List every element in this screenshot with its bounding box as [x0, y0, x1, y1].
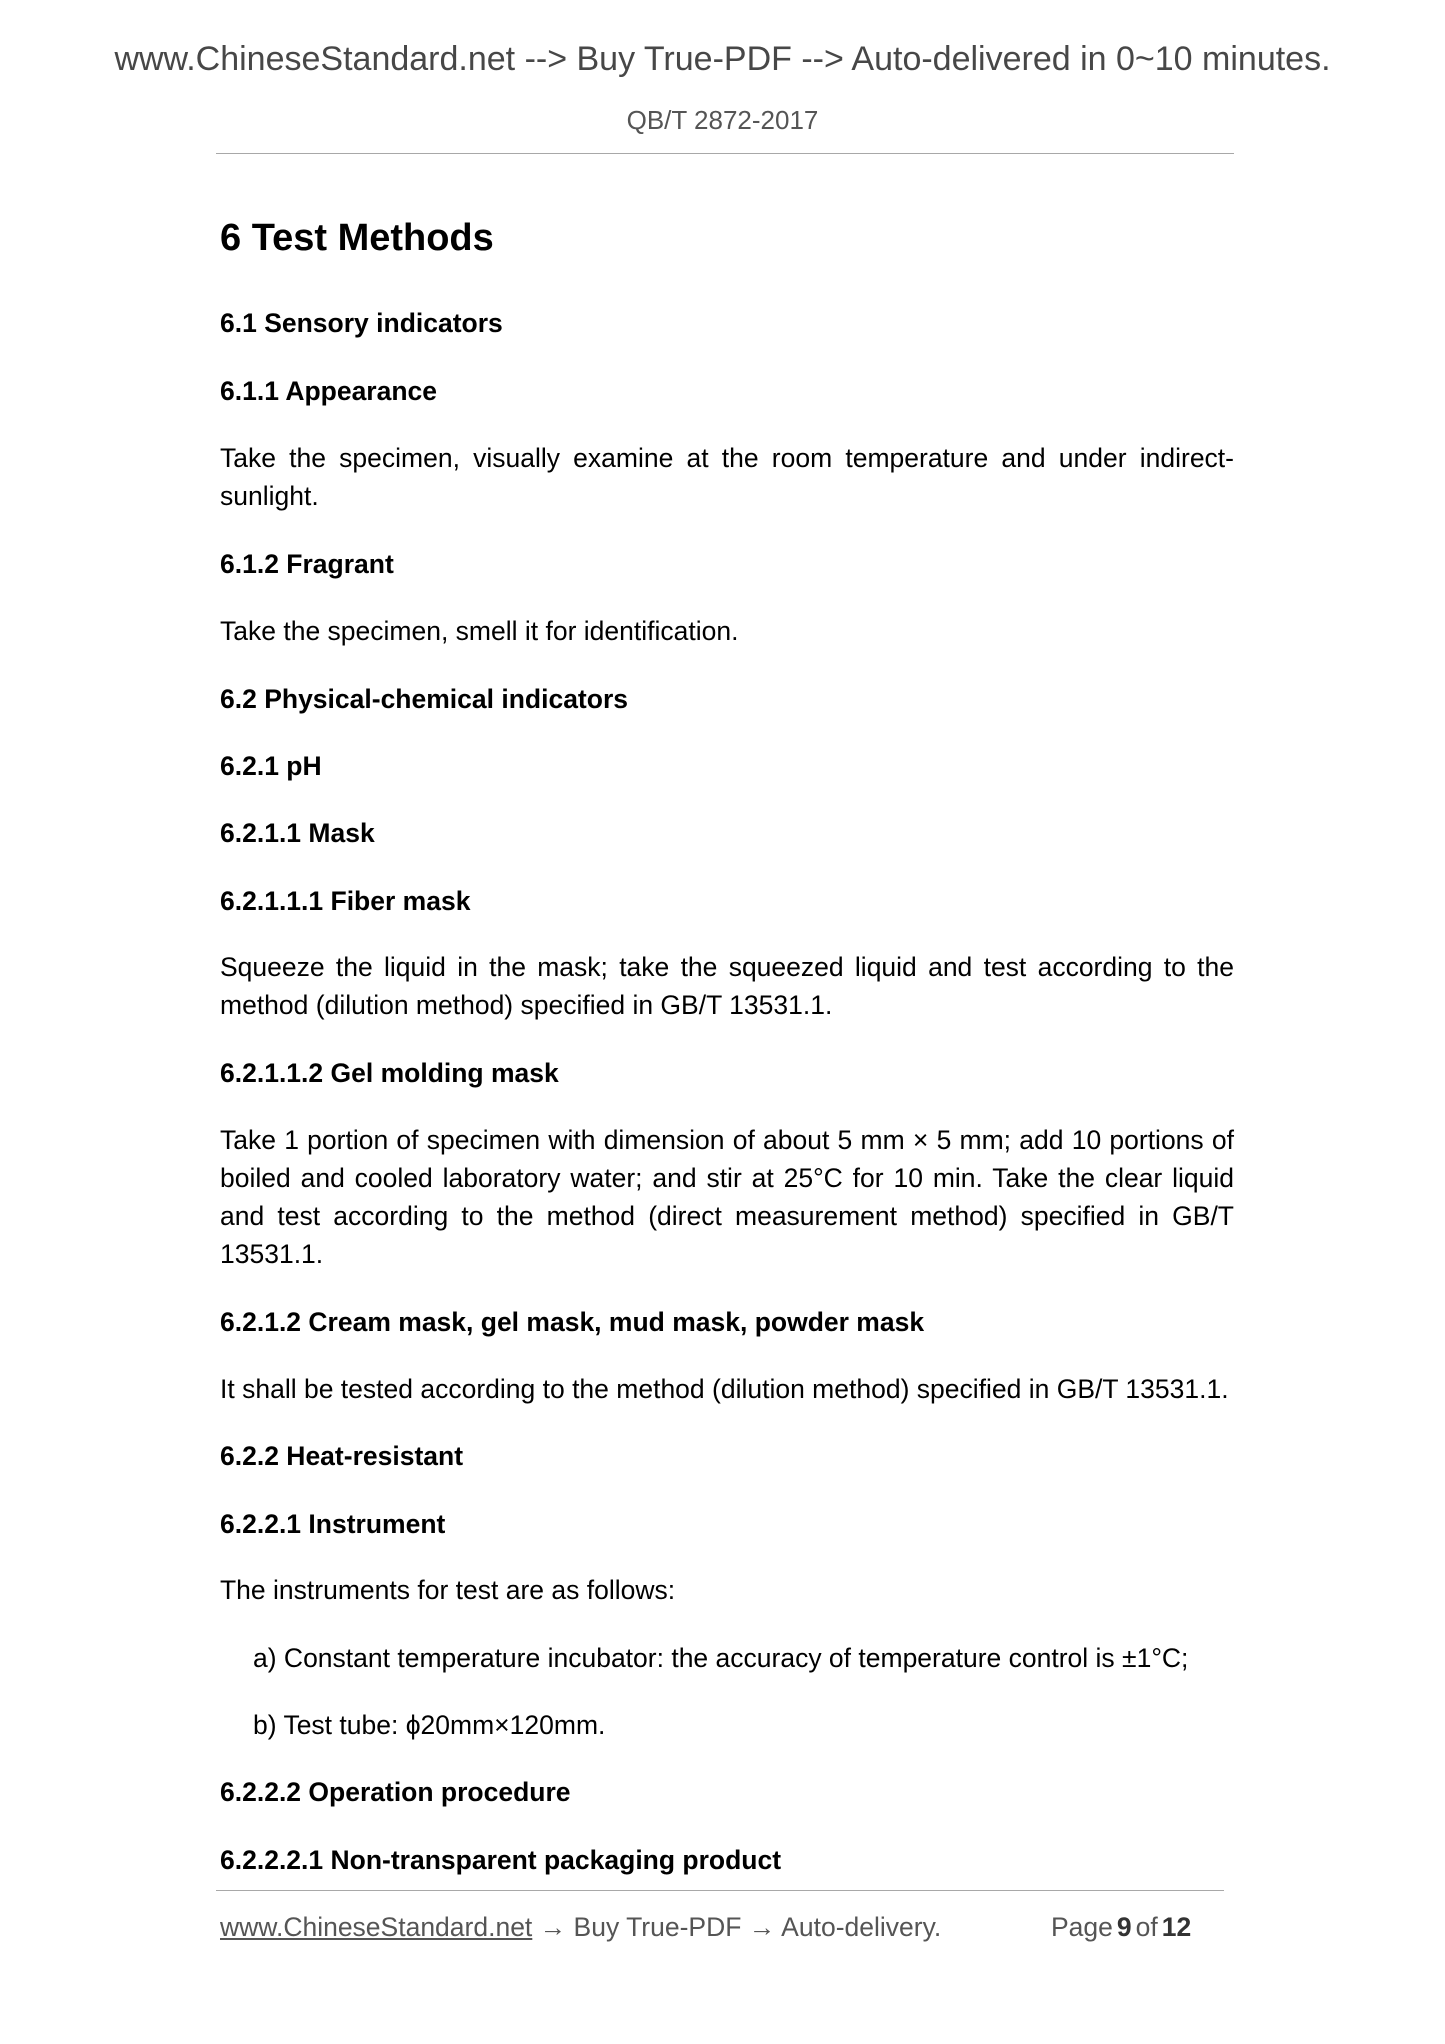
- paragraph-fiber-mask: Squeeze the liquid in the mask; take the squeezed liquid and test according to the method (dilution method) specified in GB/T 13531.1.: [220, 952, 1234, 1020]
- list-item-test-tube: b) Test tube: ϕ20mm×120mm.: [253, 1710, 606, 1740]
- heading-6-2-2-1-instrument: 6.2.2.1 Instrument: [220, 1509, 446, 1539]
- paragraph-appearance: Take the specimen, visually examine at the room temperature and under indirect-sunlight.: [220, 443, 1234, 511]
- heading-6-1-1-appearance: 6.1.1 Appearance: [220, 376, 438, 406]
- list-item-incubator: a) Constant temperature incubator: the accuracy of temperature control is ±1°C;: [253, 1643, 1189, 1673]
- paragraph-instruments-intro: The instruments for test are as follows:: [220, 1575, 676, 1605]
- heading-6-2-physical-chemical: 6.2 Physical-chemical indicators: [220, 684, 628, 714]
- heading-6-2-2-heat-resistant: 6.2.2 Heat-resistant: [220, 1441, 464, 1471]
- heading-6-2-2-2-operation-procedure: 6.2.2.2 Operation procedure: [220, 1777, 571, 1807]
- paragraph-gel-molding-mask: Take 1 portion of specimen with dimension of about 5 mm × 5 mm; add 10 portions of boiled and cooled laboratory water; and stir at 25°C for 10 min. Take the clear liquid and test according to the method (direct measurement method) specified in GB/T 13531.1.: [220, 1125, 1234, 1269]
- of-word: of: [1135, 1912, 1158, 1942]
- paragraph-fragrant: Take the specimen, smell it for identification.: [220, 616, 739, 646]
- page-word: Page: [1051, 1912, 1113, 1942]
- heading-6-2-1-1-2-gel-molding-mask: 6.2.1.1.2 Gel molding mask: [220, 1058, 559, 1088]
- total-page-count: 12: [1161, 1912, 1192, 1942]
- heading-6-2-1-1-1-fiber-mask: 6.2.1.1.1 Fiber mask: [220, 886, 471, 916]
- paragraph-cream-mask: It shall be tested according to the method (dilution method) specified in GB/T 13531.1.: [220, 1374, 1229, 1404]
- heading-6-1-2-fragrant: 6.1.2 Fragrant: [220, 549, 394, 579]
- section-title: 6 Test Methods: [220, 217, 494, 259]
- page-indicator: [1051, 1908, 1195, 1946]
- heading-6-2-1-2-cream-gel-mud-powder: 6.2.1.2 Cream mask, gel mask, mud mask, powder mask: [220, 1307, 925, 1337]
- footer-divider: [216, 1890, 1224, 1891]
- standard-code: QB/T 2872-2017: [626, 105, 819, 135]
- footer-site-link[interactable]: www.ChineseStandard.net: [220, 1912, 533, 1942]
- heading-6-2-1-ph: 6.2.1 pH: [220, 751, 322, 781]
- footer-promo: [220, 1908, 941, 1946]
- heading-6-2-2-2-1-non-transparent: 6.2.2.2.1 Non-transparent packaging product: [220, 1845, 782, 1875]
- footer-tagline: → Buy True-PDF → Auto-delivery.: [539, 1912, 942, 1942]
- header-divider: [216, 153, 1234, 154]
- current-page-number: 9: [1116, 1912, 1132, 1942]
- site-banner: www.ChineseStandard.net --> Buy True-PDF --> Auto-delivered in 0~10 minutes.: [114, 40, 1331, 78]
- heading-6-1-sensory-indicators: 6.1 Sensory indicators: [220, 308, 503, 338]
- heading-6-2-1-1-mask: 6.2.1.1 Mask: [220, 818, 375, 848]
